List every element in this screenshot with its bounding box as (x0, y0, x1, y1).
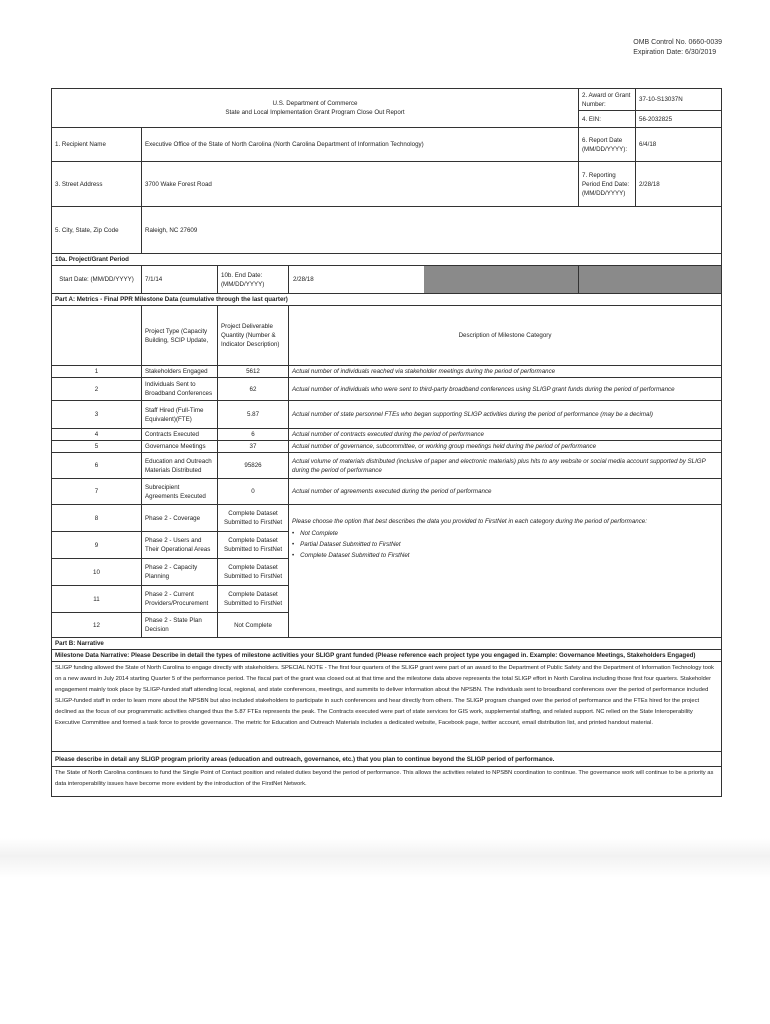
city-state-zip-value: Raleigh, NC 27609 (142, 207, 722, 254)
part-a-title: Part A: Metrics - Final PPR Milestone Data (cumulative through the last quarter) (52, 294, 722, 306)
column-project-type: Project Type (Capacity Building, SCIP Update, (142, 306, 218, 366)
row-number: 7 (52, 479, 142, 505)
priority-areas-answer: The State of North Carolina continues to fund the Single Point of Contact position and related duties beyond the period of performance. This allows the activities related to NPSBN coordination to continue. The governance work will continue to be a priority as data interoperability issues have become more evident by the introduction of the FirstNet Network. (52, 767, 722, 797)
phase-description-cell (289, 505, 722, 638)
deliverable-quantity: 5612 (218, 366, 289, 378)
end-date-label: 10b. End Date: (MM/DD/YYYY) (218, 266, 289, 294)
priority-areas-question: Please describe in detail any SLIGP program priority areas (education and outreach, governance, etc.) that you plan to continue beyond the SLIGP period of performance. (52, 752, 722, 767)
omb-expiration-date: Expiration Date: 6/30/2019 (633, 49, 717, 56)
deliverable-quantity: 62 (218, 378, 289, 401)
end-date-cell (289, 266, 579, 294)
form-title: State and Local Implementation Grant Program Close Out Report (225, 109, 405, 116)
column-deliverable-quantity: Project Deliverable Quantity (Number & Indicator Description) (218, 306, 289, 366)
project-type: Stakeholders Engaged (142, 366, 218, 378)
department-name: U.S. Department of Commerce (272, 100, 358, 107)
project-type: Phase 2 - Current Providers/Procurement (142, 586, 218, 613)
project-type: Governance Meetings (142, 441, 218, 453)
deliverable-quantity: 95826 (218, 453, 289, 479)
deliverable-quantity: 37 (218, 441, 289, 453)
redacted-area-right (579, 266, 722, 294)
milestone-narrative-question: Milestone Data Narrative: Please Describe in detail the types of milestone activities your SLIGP grant funded (Please reference each project type you engaged in. Example: Governance Meetings, Stakeholders Engaged) (52, 650, 722, 662)
option-partial-dataset: • Partial Dataset Submitted to FirstNet (292, 539, 718, 550)
row-number: 1 (52, 366, 142, 378)
row-number: 11 (52, 586, 142, 613)
table-row (52, 505, 722, 532)
row-number: 3 (52, 401, 142, 429)
table-row (52, 453, 722, 479)
deliverable-quantity: Complete Dataset Submitted to FirstNet (218, 532, 289, 559)
table-row (52, 378, 722, 401)
omb-control-number: OMB Control No. 0660-0039 (633, 39, 722, 46)
street-address-value: 3700 Wake Forest Road (142, 162, 579, 207)
deliverable-quantity: 6 (218, 429, 289, 441)
project-period-label: 10a. Project/Grant Period (52, 254, 722, 266)
table-row (52, 441, 722, 453)
report-date-label: 6. Report Date (MM/DD/YYYY): (579, 128, 636, 162)
recipient-name-label: 1. Recipient Name (52, 128, 142, 162)
column-milestone-description: Description of Milestone Category (289, 306, 722, 366)
milestone-description: Actual number of individuals reached via stakeholder meetings during the period of performance (289, 366, 722, 378)
project-type: Phase 2 - Users and Their Operational Areas (142, 532, 218, 559)
street-address-label: 3. Street Address (52, 162, 142, 207)
award-number-label: 2. Award or Grant Number: (579, 89, 636, 111)
option-complete-dataset: • Complete Dataset Submitted to FirstNet (292, 550, 718, 561)
milestone-description: Actual number of contracts executed during the period of performance (289, 429, 722, 441)
row-number: 5 (52, 441, 142, 453)
table-row (52, 429, 722, 441)
column-number-header (52, 306, 142, 366)
scan-shadow (0, 838, 770, 878)
table-row (52, 479, 722, 505)
form-header (52, 89, 579, 128)
deliverable-quantity: 5.87 (218, 401, 289, 429)
deliverable-quantity: Complete Dataset Submitted to FirstNet (218, 559, 289, 586)
phase-options-list (292, 528, 718, 561)
project-type: Staff Hired (Full-Time Equivalent)(FTE) (142, 401, 218, 429)
milestone-description: Actual number of individuals who were sent to third-party broadband conferences using SLIGP grant funds during the period of performance (289, 378, 722, 401)
row-number: 2 (52, 378, 142, 401)
milestone-description: Actual number of state personnel FTEs who began supporting SLIGP activities during the period of performance (may be a decimal) (289, 401, 722, 429)
deliverable-quantity: Complete Dataset Submitted to FirstNet (218, 505, 289, 532)
row-number: 6 (52, 453, 142, 479)
ein-label: 4. EIN: (579, 111, 636, 128)
project-type: Subrecipient Agreements Executed (142, 479, 218, 505)
project-type: Phase 2 - State Plan Decision (142, 613, 218, 638)
deliverable-quantity: Complete Dataset Submitted to FirstNet (218, 586, 289, 613)
project-type: Phase 2 - Coverage (142, 505, 218, 532)
deliverable-quantity: 0 (218, 479, 289, 505)
city-state-zip-label: 5. City, State, Zip Code (52, 207, 142, 254)
project-type: Individuals Sent to Broadband Conferences (142, 378, 218, 401)
end-date-value: 2/28/18 (293, 276, 314, 283)
row-number: 4 (52, 429, 142, 441)
project-type: Phase 2 - Capacity Planning (142, 559, 218, 586)
report-date-value: 6/4/18 (636, 128, 722, 162)
start-date-value: 7/1/14 (142, 266, 218, 294)
project-type: Education and Outreach Materials Distributed (142, 453, 218, 479)
ein-value: 56-2032825 (636, 111, 722, 128)
period-end-label: 7. Reporting Period End Date: (MM/DD/YYYY) (579, 162, 636, 207)
milestone-narrative-answer: SLIGP funding allowed the State of North Carolina to engage directly with stakeholders. SPECIAL NOTE - The first four quarters of the SLIGP grant were part of an award to the Department of Public Safety and the Department of Information Technology took on a new award in July 2014 starting Quarter 5 of the performance period. The fiscal part of the grant was closed out at that time and the milestone data above represents the total SLIGP effort in North Carolina including those first four quarters. Stakeholder engagement mainly took place by SLIGP-funded staff attending local, regional, and state conferences, meetings, and summits to deliver information about the NPSBN. The individuals sent to broadband conferences over the period of performance included SLIGP-funded staff in order to learn more about the NPSBN but also included stakeholders to participate in such conferences and hear directly from others. The SLIGP program changed over the period of performance and the FTEs hired for the project declined as the focus of our programmatic activities changed thus the 5.87 FTEs represents the peak. The Contracts executed were part of state services for GIS work, supplemental staffing, and related support. NC relied on the State Interoperability Executive Committee and formed a task force to provide governance. The metric for Education and Outreach Materials includes a dedicated website, Facebook page, twitter account, email distribution list, and printed handout material. (52, 662, 722, 752)
recipient-name-value: Executive Office of the State of North Carolina (North Carolina Department of Information Technology) (142, 128, 579, 162)
table-row (52, 366, 722, 378)
award-number-value: 37-10-S13037N (636, 89, 722, 111)
phase-instructions: Please choose the option that best describes the data you provided to FirstNet in each category during the period of performance: (292, 518, 647, 525)
row-number: 8 (52, 505, 142, 532)
option-not-complete: • Not Complete (292, 528, 718, 539)
row-number: 12 (52, 613, 142, 638)
milestone-description: Actual volume of materials distributed (inclusive of paper and electronic materials) plus hits to any website or social media account supported by SLIGP during the period of performance (289, 453, 722, 479)
milestone-description: Actual number of agreements executed during the period of performance (289, 479, 722, 505)
close-out-report-form (51, 88, 722, 797)
deliverable-quantity: Not Complete (218, 613, 289, 638)
row-number: 10 (52, 559, 142, 586)
table-row (52, 401, 722, 429)
period-end-value: 2/28/18 (636, 162, 722, 207)
omb-info (633, 38, 722, 58)
redacted-area (424, 266, 578, 293)
milestone-description: Actual number of governance, subcommittee, or working group meetings held during the period of performance (289, 441, 722, 453)
project-type: Contracts Executed (142, 429, 218, 441)
part-b-title: Part B: Narrative (52, 638, 722, 650)
row-number: 9 (52, 532, 142, 559)
start-date-label: Start Date: (MM/DD/YYYY) (52, 266, 142, 294)
